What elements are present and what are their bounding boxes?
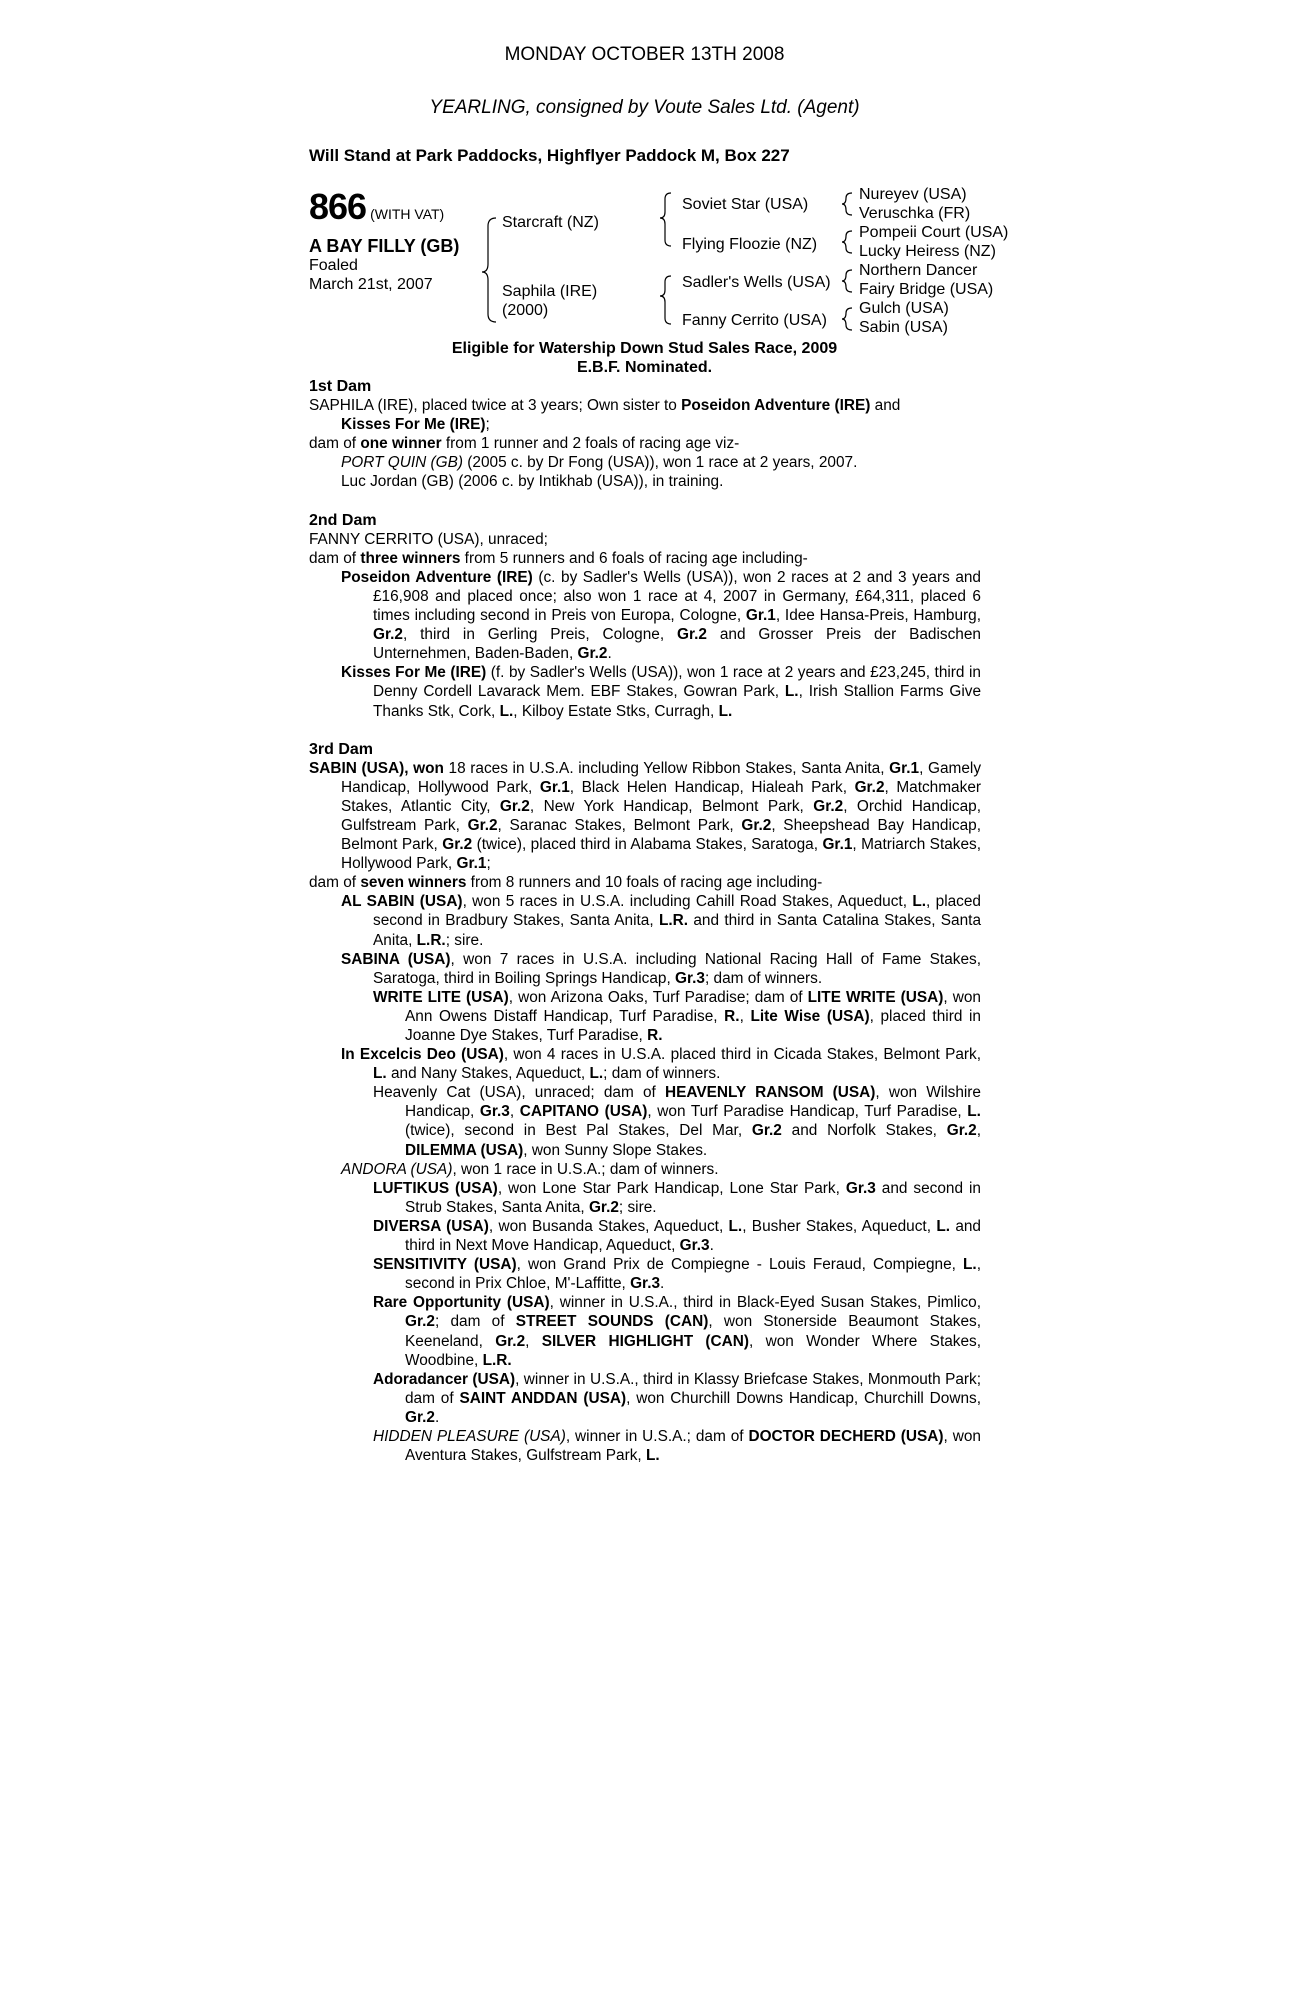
foal-entry-poseidon-adventure: Poseidon Adventure (IRE) (c. by Sadler's Wells (USA)), won 2 races at 2 and 3 years and £16,908 and placed once; also won 1 race at 4, 2007 in Germany, £64,311, placed 6 times including second in Preis von Europa, Cologne, Gr.1, Idee Hansa-Preis, Hamburg, Gr.2, third in Gerling Preis, Cologne, Gr.2 and Grosser Preis der Badischen Unternehmen, Baden-Baden, Gr.2. — [341, 568, 981, 663]
lot-number: 866 — [309, 186, 367, 227]
first-dam-foal: PORT QUIN (GB) (2005 c. by Dr Fong (USA)), won 1 race at 2 years, 2007. — [341, 454, 858, 472]
foaled-date: March 21st, 2007 — [309, 276, 433, 293]
brace-ds — [842, 270, 852, 292]
pedigree-sire-dam: Flying Floozie (NZ) — [682, 236, 818, 253]
third-dam-race-record: SABIN (USA), won 18 races in U.S.A. including Yellow Ribbon Stakes, Santa Anita, Gr.1, Gamely Handicap, Hollywood Park, Gr.1, Black Helen Handicap, Hialeah Park, Gr.2, Matchmaker Stakes, Atlantic City, Gr.2, New York Handicap, Belmont Park, Gr.2, Orchid Handicap, Gulfstream Park, Gr.2, Saranac Stakes, Belmont Park, Gr.2, Sheepshead Bay Handicap, Belmont Park, Gr.2 (twice), placed third in Alabama Stakes, Saratoga, Gr.1, Matriarch Stakes, Hollywood Park, Gr.1; — [309, 759, 982, 873]
foal-entry-kisses-for-me: Kisses For Me (IRE) (f. by Sadler's Wells (USA)), won 1 race at 2 years and £23,245, third in Denny Cordell Lavarack Mem. EBF Stakes, Gowran Park, L., Irish Stallion Farms Give Thanks Stk, Cork, L., Kilboy Estate Stks, Curragh, L. — [341, 664, 981, 720]
pedigree-ggp-7: Gulch (USA) — [859, 300, 949, 317]
foaled-label: Foaled — [309, 257, 358, 274]
foal-entry-rare-opportunity: Rare Opportunity (USA), winner in U.S.A., third in Black-Eyed Susan Stakes, Pimlico, Gr.2; dam of STREET SOUNDS (CAN), won Stonerside Beaumont Stakes, Keeneland, Gr.2, SILVER HIGHLIGHT (CAN), won Wonder Where Stakes, Woodbine, L.R. — [373, 1294, 981, 1369]
pedigree-ggp-8: Sabin (USA) — [859, 319, 948, 336]
ebf-note: E.B.F. Nominated. — [576, 359, 713, 376]
brace-sire-dam — [482, 218, 496, 322]
first-dam-line: Kisses For Me (IRE); — [341, 416, 490, 434]
eligibility-note: Eligible for Watership Down Stud Sales Race, 2009 — [451, 340, 838, 357]
stand-location: Will Stand at Park Paddocks, Highflyer Paddock M, Box 227 — [309, 146, 790, 165]
pedigree-braces — [0, 0, 1289, 345]
foal-entry-sensitivity: SENSITIVITY (USA), won Grand Prix de Compiegne - Louis Feraud, Compiegne, L., second in Prix Chloe, M'-Laffitte, Gr.3. — [373, 1256, 981, 1293]
sale-date: MONDAY OCTOBER 13TH 2008 — [504, 44, 785, 65]
pedigree-dam: Saphila (IRE) — [502, 283, 598, 300]
third-dam-heading: 3rd Dam — [309, 740, 374, 758]
pedigree-dam-sire: Sadler's Wells (USA) — [682, 274, 831, 291]
family-text — [309, 377, 981, 1465]
foal-entry-diversa: DIVERSA (USA), won Busanda Stakes, Aqueduct, L., Busher Stakes, Aqueduct, L. and third in Next Move Handicap, Aqueduct, Gr.3. — [373, 1217, 981, 1255]
pedigree-dam-dam: Fanny Cerrito (USA) — [682, 312, 827, 329]
second-dam-heading: 2nd Dam — [309, 511, 377, 529]
first-dam-produce-line: dam of one winner from 1 runner and 2 foals of racing age viz- — [309, 435, 740, 453]
second-dam-produce-line: dam of three winners from 5 runners and 6 foals of racing age including- — [309, 549, 808, 567]
foal-entry-heavenly-cat: Heavenly Cat (USA), unraced; dam of HEAVENLY RANSOM (USA), won Wilshire Handicap, Gr.3, CAPITANO (USA), won Turf Paradise Handicap, Turf Paradise, L. (twice), second in Best Pal Stakes, Del Mar, Gr.2 and Norfolk Stakes, Gr.2, DILEMMA (USA), won Sunny Slope Stakes. — [373, 1084, 981, 1159]
pedigree-ggp-1: Nureyev (USA) — [859, 186, 967, 203]
brace-dam — [660, 276, 671, 324]
vat-note: (WITH VAT) — [370, 206, 445, 222]
foal-entry-in-excelcis-deo: In Excelcis Deo (USA), won 4 races in U.S.A. placed third in Cicada Stakes, Belmont Park, L. and Nany Stakes, Aqueduct, L.; dam of winners. — [341, 1046, 981, 1083]
brace-sire — [660, 193, 671, 246]
foal-entry-andora: ANDORA (USA), won 1 race in U.S.A.; dam of winners. — [341, 1160, 719, 1178]
first-dam-foal: Luc Jordan (GB) (2006 c. by Intikhab (USA)), in training. — [341, 473, 724, 491]
pedigree-ggp-3: Pompeii Court (USA) — [859, 224, 1009, 241]
brace-dd — [842, 308, 852, 330]
foal-entry-hidden-pleasure: HIDDEN PLEASURE (USA), winner in U.S.A.; dam of DOCTOR DECHERD (USA), won Aventura Stakes, Gulfstream Park, L. — [373, 1427, 981, 1465]
pedigree-ggp-2: Veruschka (FR) — [859, 205, 971, 222]
third-dam-produce-line: dam of seven winners from 8 runners and 10 foals of racing age including- — [309, 874, 823, 892]
lot-name: A BAY FILLY (GB) — [309, 236, 460, 256]
foal-entry-adoradancer: Adoradancer (USA), winner in U.S.A., third in Klassy Briefcase Stakes, Monmouth Park; dam of SAINT ANDDAN (USA), won Churchill Downs Handicap, Churchill Downs, Gr.2. — [373, 1370, 982, 1426]
pedigree-sire: Starcraft (NZ) — [502, 214, 599, 231]
first-dam-line: SAPHILA (IRE), placed twice at 3 years; Own sister to Poseidon Adventure (IRE) and — [309, 397, 901, 415]
brace-ss — [842, 193, 852, 215]
pedigree-sire-sire: Soviet Star (USA) — [682, 196, 809, 213]
second-dam-line: FANNY CERRITO (USA), unraced; — [309, 530, 548, 548]
foal-entry-sabina: SABINA (USA), won 7 races in U.S.A. including National Racing Hall of Fame Stakes, Saratoga, third in Boiling Springs Handicap, Gr.3; dam of winners. — [341, 950, 981, 987]
pedigree-dam-year: (2000) — [502, 302, 549, 319]
consignment-line: YEARLING, consigned by Voute Sales Ltd. (Agent) — [429, 97, 860, 118]
foal-entry-al-sabin: AL SABIN (USA), won 5 races in U.S.A. including Cahill Road Stakes, Aqueduct, L., placed second in Bradbury Stakes, Santa Anita, L.R. and third in Santa Catalina Stakes, Santa Anita, L.R.; sire. — [341, 893, 981, 949]
pedigree-ggp-5: Northern Dancer — [859, 262, 978, 279]
foal-entry-luftikus: LUFTIKUS (USA), won Lone Star Park Handicap, Lone Star Park, Gr.3 and second in Strub Stakes, Santa Anita, Gr.2; sire. — [373, 1179, 981, 1216]
pedigree-ggp-6: Fairy Bridge (USA) — [859, 281, 994, 298]
first-dam-heading: 1st Dam — [309, 378, 372, 395]
brace-sd — [842, 231, 852, 253]
foal-entry-write-lite: WRITE LITE (USA), won Arizona Oaks, Turf Paradise; dam of LITE WRITE (USA), won Ann Owens Distaff Handicap, Turf Paradise, R., Lite Wise (USA), placed third in Joanne Dye Stakes, Turf Paradise, R. — [373, 988, 981, 1044]
pedigree-ggp-4: Lucky Heiress (NZ) — [859, 243, 996, 260]
